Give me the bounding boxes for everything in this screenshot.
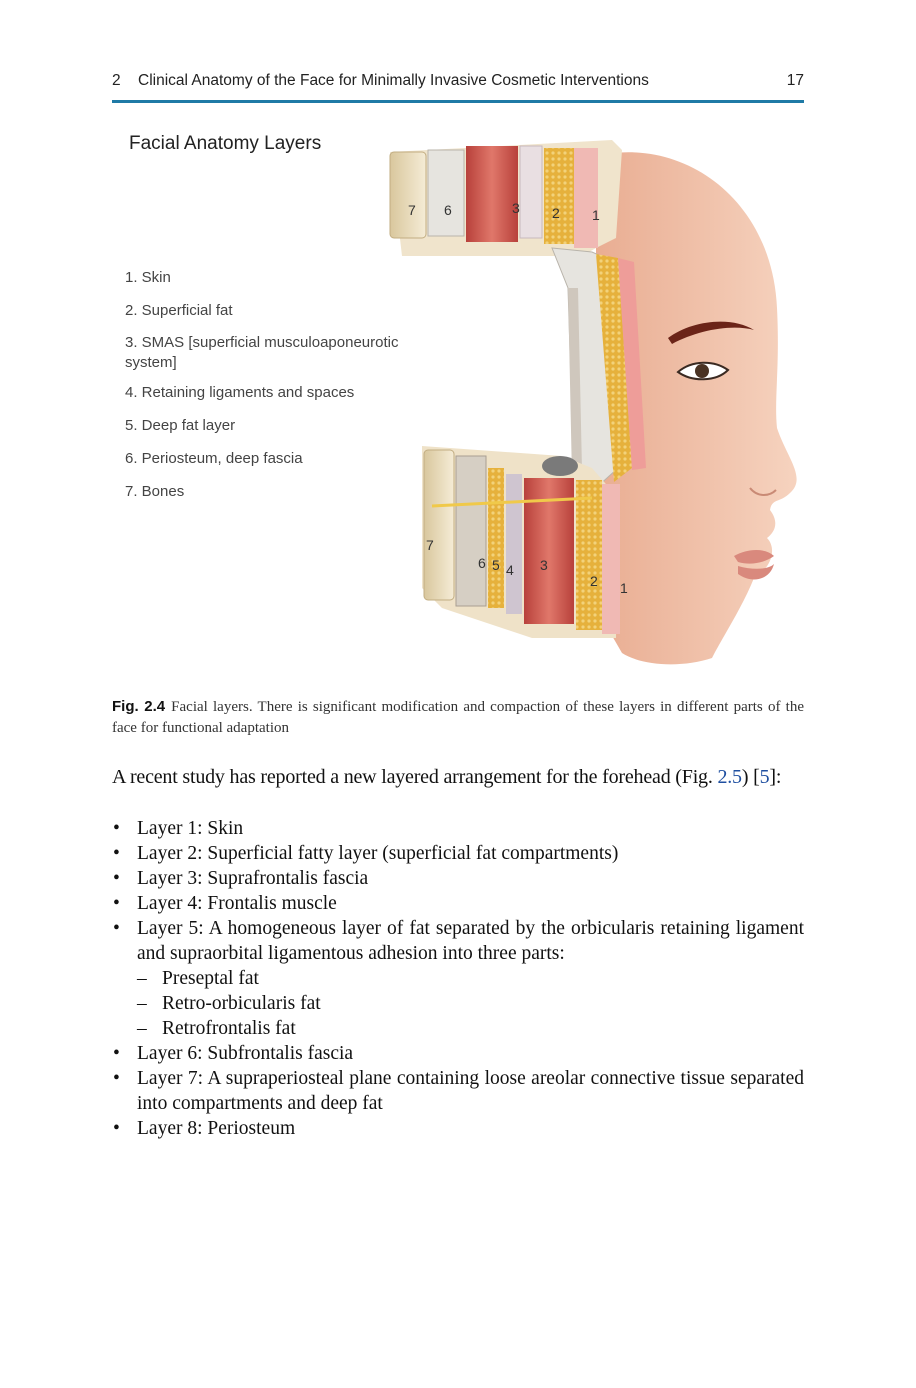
page-number: 17: [786, 72, 804, 89]
layer-5-text: Layer 5: A homogeneous layer of fat separated by the orbicularis retaining ligament and supraorbital ligamentous adhesion into three parts:: [137, 918, 804, 964]
chapter-number: 2: [112, 72, 121, 89]
chapter-title: Clinical Anatomy of the Face for Minimally Invasive Cosmetic Interventions: [138, 72, 649, 89]
legend-item-bones: 7. Bones: [125, 483, 185, 500]
forehead-layers-list: [112, 816, 804, 1141]
legend-item-periosteum: 6. Periosteum, deep fascia: [125, 450, 303, 467]
lower-label-1: 1: [620, 580, 628, 596]
list-item-layer-5: [112, 916, 804, 1041]
layer-5-sublist: [137, 966, 804, 1041]
intro-text: A recent study has reported a new layered arrangement for the forehead (Fig.: [112, 766, 718, 788]
list-item-layer-4: • Layer 4: Frontalis muscle: [112, 891, 804, 916]
upper-layer-block: [390, 140, 622, 256]
figure-title: Facial Anatomy Layers: [129, 133, 322, 154]
figure-2-4: [112, 120, 804, 680]
lower-label-3: 3: [540, 557, 548, 573]
figure-reference-link[interactable]: 2.5: [717, 766, 742, 788]
facial-layers-illustration: [382, 138, 802, 678]
upper-label-1: 1: [592, 207, 600, 223]
legend-item-superficial-fat: 2. Superficial fat: [125, 302, 233, 319]
list-item-layer-3: • Layer 3: Suprafrontalis fascia: [112, 866, 804, 891]
intro-text-end: ]:: [769, 766, 782, 788]
intro-text-mid: ) [: [741, 766, 760, 788]
figure-caption-text: Facial layers. There is significant modification and compaction of these layers in different parts of the face for functional adaptation: [112, 699, 804, 736]
upper-label-7: 7: [408, 202, 416, 218]
list-item-layer-8: • Layer 8: Periosteum: [112, 1116, 804, 1141]
list-item-layer-2: • Layer 2: Superficial fatty layer (superficial fat compartments): [112, 841, 804, 866]
sublist-item-retrofrontalis: – Retrofrontalis fat: [137, 1016, 804, 1041]
upper-label-2: 2: [552, 205, 560, 221]
sublist-item-retro-orbicularis: – Retro-orbicularis fat: [137, 991, 804, 1016]
lower-label-7: 7: [426, 537, 434, 553]
legend-item-smas: 3. SMAS [superficial musculoaponeurotic system]: [125, 334, 399, 371]
list-item-layer-1: • Layer 1: Skin: [112, 816, 804, 841]
lower-label-6: 6: [478, 555, 486, 571]
sublist-item-preseptal: – Preseptal fat: [137, 966, 804, 991]
list-item-layer-6: • Layer 6: Subfrontalis fascia: [112, 1041, 804, 1066]
lower-label-2: 2: [590, 573, 598, 589]
figure-caption: [112, 696, 804, 739]
figure-caption-label: Fig. 2.4: [112, 698, 166, 715]
running-head: [112, 70, 804, 103]
lower-label-4: 4: [506, 562, 514, 578]
citation-link[interactable]: 5: [759, 766, 770, 788]
lower-layer-block: [422, 446, 620, 638]
lower-label-5: 5: [492, 557, 500, 573]
legend-item-skin: 1. Skin: [125, 269, 171, 286]
legend-item-deep-fat: 5. Deep fat layer: [125, 417, 236, 434]
middle-layer-strip: [552, 248, 646, 488]
intro-paragraph: [112, 764, 804, 791]
list-item-layer-7: • Layer 7: A supraperiosteal plane containing loose areolar connective tissue separated into compartments and deep fat: [112, 1066, 804, 1116]
legend-item-retaining-ligaments: 4. Retaining ligaments and spaces: [125, 384, 355, 401]
upper-label-6: 6: [444, 202, 452, 218]
upper-label-3: 3: [512, 200, 520, 216]
